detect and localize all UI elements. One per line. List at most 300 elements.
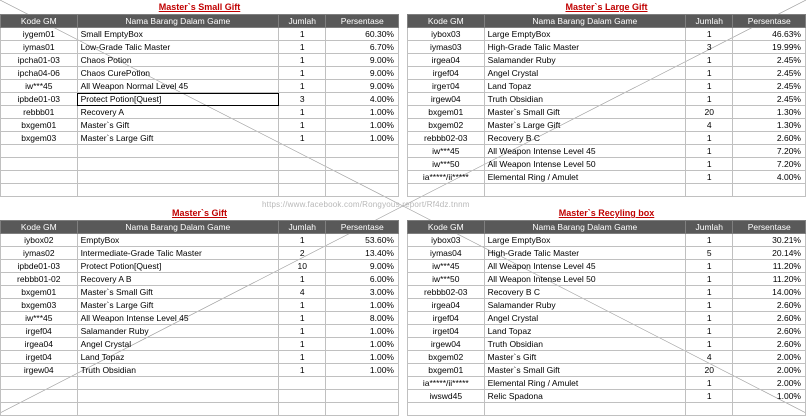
percentage-cell[interactable]: 2.45% xyxy=(733,54,806,67)
percentage-cell[interactable]: 7.20% xyxy=(733,145,806,158)
empty-cell[interactable] xyxy=(77,171,279,184)
quantity-cell[interactable]: 1 xyxy=(279,351,326,364)
header-nama-barang[interactable]: Nama Barang Dalam Game xyxy=(77,221,279,234)
table-row xyxy=(408,338,806,351)
quantity-cell[interactable]: 1 xyxy=(279,28,326,41)
empty-cell[interactable] xyxy=(326,145,399,158)
name-cell[interactable]: Intermediate-Grade Talic Master xyxy=(77,247,279,260)
table-row xyxy=(408,351,806,364)
code-cell[interactable]: bxgem02 xyxy=(408,119,485,132)
name-cell[interactable]: Land Topaz xyxy=(484,80,686,93)
percentage-cell[interactable]: 9.00% xyxy=(326,67,399,80)
quantity-cell[interactable]: 1 xyxy=(686,390,733,403)
table-row xyxy=(408,67,806,80)
header-jumlah[interactable]: Jumlah xyxy=(279,15,326,28)
code-cell[interactable]: iybox02 xyxy=(1,234,78,247)
percentage-cell[interactable]: 2.60% xyxy=(733,338,806,351)
percentage-cell[interactable]: 1.00% xyxy=(326,119,399,132)
percentage-cell[interactable]: 20.14% xyxy=(733,247,806,260)
panel-title: Master`s Recyling box xyxy=(558,208,655,218)
code-cell[interactable]: ipcha04-06 xyxy=(1,67,78,80)
table-row xyxy=(408,28,806,41)
header-persentase[interactable]: Persentase xyxy=(733,221,806,234)
name-cell[interactable]: All Weapon Normal Level 45 xyxy=(77,80,279,93)
code-cell[interactable]: ipcha01-03 xyxy=(1,54,78,67)
name-cell[interactable]: High-Grade Talic Master xyxy=(484,41,686,54)
name-cell[interactable]: All Weapon Intense Level 50 xyxy=(484,273,686,286)
code-cell[interactable]: iw***50 xyxy=(408,158,485,171)
quantity-cell[interactable]: 1 xyxy=(279,132,326,145)
code-cell[interactable]: irget04 xyxy=(408,325,485,338)
table-row xyxy=(408,145,806,158)
quantity-cell[interactable]: 1 xyxy=(279,106,326,119)
name-cell[interactable]: Salamander Ruby xyxy=(484,54,686,67)
percentage-cell[interactable]: 2.45% xyxy=(733,93,806,106)
quantity-cell[interactable]: 3 xyxy=(686,41,733,54)
header-nama-barang[interactable]: Nama Barang Dalam Game xyxy=(77,15,279,28)
empty-cell[interactable] xyxy=(1,390,78,403)
empty-cell[interactable] xyxy=(326,158,399,171)
header-kode-gm[interactable]: Kode GM xyxy=(1,15,78,28)
name-cell[interactable]: Recovery A xyxy=(77,106,279,119)
table-row xyxy=(408,234,806,247)
name-cell[interactable]: Elemental Ring / Amulet xyxy=(484,377,686,390)
code-cell[interactable]: irgew04 xyxy=(1,364,78,377)
name-cell[interactable]: Protect Potion[Quest] xyxy=(77,260,279,273)
header-persentase[interactable]: Persentase xyxy=(326,221,399,234)
header-persentase[interactable]: Persentase xyxy=(326,15,399,28)
header-kode-gm[interactable]: Kode GM xyxy=(1,221,78,234)
panel-gift xyxy=(0,206,399,416)
percentage-cell[interactable]: 2.60% xyxy=(733,299,806,312)
percentage-cell[interactable]: 13.40% xyxy=(326,247,399,260)
name-cell[interactable]: Truth Obsidian xyxy=(484,338,686,351)
code-cell[interactable]: iymas03 xyxy=(408,41,485,54)
percentage-cell[interactable]: 1.00% xyxy=(326,299,399,312)
empty-cell[interactable] xyxy=(733,403,806,416)
percentage-cell[interactable]: 11.20% xyxy=(733,273,806,286)
table-row xyxy=(408,171,806,184)
empty-cell[interactable] xyxy=(279,390,326,403)
quantity-cell[interactable]: 1 xyxy=(279,119,326,132)
code-cell[interactable]: irget04 xyxy=(1,351,78,364)
empty-cell[interactable] xyxy=(1,377,78,390)
percentage-cell[interactable]: 19.99% xyxy=(733,41,806,54)
header-jumlah[interactable]: Jumlah xyxy=(279,221,326,234)
header-kode-gm[interactable]: Kode GM xyxy=(408,221,485,234)
table-row xyxy=(408,364,806,377)
empty-grid-row xyxy=(1,390,399,403)
percentage-cell[interactable]: 2.60% xyxy=(733,312,806,325)
name-cell[interactable]: Master`s Small Gift xyxy=(484,106,686,119)
quantity-cell[interactable]: 1 xyxy=(686,67,733,80)
code-cell[interactable]: irgeт04 xyxy=(408,80,485,93)
quantity-cell[interactable]: 20 xyxy=(686,364,733,377)
quantity-cell[interactable]: 1 xyxy=(686,299,733,312)
name-cell[interactable]: Elemental Ring / Amulet xyxy=(484,171,686,184)
name-cell[interactable]: Salamander Ruby xyxy=(77,325,279,338)
table-header-row xyxy=(1,15,399,28)
table-row xyxy=(1,41,399,54)
name-cell[interactable]: Master`s Small Gift xyxy=(77,286,279,299)
name-cell[interactable]: Recovery B C xyxy=(484,286,686,299)
empty-cell[interactable] xyxy=(326,390,399,403)
empty-cell[interactable] xyxy=(279,184,326,197)
empty-cell[interactable] xyxy=(279,171,326,184)
table-row xyxy=(1,132,399,145)
quantity-cell[interactable]: 1 xyxy=(686,325,733,338)
code-cell[interactable]: irgea04 xyxy=(1,338,78,351)
table-row xyxy=(1,338,399,351)
percentage-cell[interactable]: 7.20% xyxy=(733,158,806,171)
table-row xyxy=(1,247,399,260)
code-cell[interactable]: iymas02 xyxy=(1,247,78,260)
name-cell[interactable]: Master`s Gift xyxy=(77,119,279,132)
percentage-cell[interactable]: 2.45% xyxy=(733,67,806,80)
table-row xyxy=(1,54,399,67)
empty-grid-row xyxy=(408,184,806,197)
code-cell[interactable]: irgef04 xyxy=(1,325,78,338)
code-cell[interactable]: bxgem01 xyxy=(408,364,485,377)
percentage-cell[interactable]: 9.00% xyxy=(326,54,399,67)
percentage-cell[interactable]: 1.00% xyxy=(733,390,806,403)
empty-grid-row xyxy=(408,403,806,416)
name-cell[interactable]: Chaos Potion xyxy=(77,54,279,67)
name-cell[interactable]: Land Topaz xyxy=(484,325,686,338)
quantity-cell[interactable]: 1 xyxy=(686,132,733,145)
empty-cell[interactable] xyxy=(1,158,78,171)
name-cell[interactable]: Angel Crystal xyxy=(484,312,686,325)
code-cell[interactable]: irgef04 xyxy=(408,67,485,80)
name-cell[interactable]: Low-Grade Talic Master xyxy=(77,41,279,54)
empty-cell[interactable] xyxy=(686,403,733,416)
drop-rate-table xyxy=(407,14,806,197)
empty-cell[interactable] xyxy=(77,377,279,390)
quantity-cell[interactable]: 4 xyxy=(686,351,733,364)
empty-cell[interactable] xyxy=(77,403,279,416)
percentage-cell[interactable]: 2.00% xyxy=(733,377,806,390)
drop-rate-table xyxy=(0,220,399,416)
header-persentase[interactable]: Persentase xyxy=(733,15,806,28)
table-row xyxy=(408,260,806,273)
percentage-cell[interactable]: 9.00% xyxy=(326,80,399,93)
table-header-row xyxy=(408,221,806,234)
panel-small-gift xyxy=(0,0,399,197)
name-cell[interactable]: Angel Crystal xyxy=(484,67,686,80)
table-row xyxy=(408,312,806,325)
watermark-url: https://www.facebook.com/Rongyous.report/Rf4dz.tnnm xyxy=(262,200,470,209)
table-row xyxy=(1,299,399,312)
table-row xyxy=(408,158,806,171)
panel-title: Master`s Gift xyxy=(171,208,227,218)
name-cell[interactable]: Chaos CurePotion xyxy=(77,67,279,80)
code-cell[interactable]: ipbde01-03 xyxy=(1,260,78,273)
code-cell[interactable]: iw***50 xyxy=(408,273,485,286)
empty-cell[interactable] xyxy=(279,403,326,416)
percentage-cell[interactable]: 1.00% xyxy=(326,132,399,145)
code-cell[interactable]: iybox03 xyxy=(408,28,485,41)
percentage-cell[interactable]: 2.60% xyxy=(733,132,806,145)
code-cell[interactable]: rebbb01-02 xyxy=(1,273,78,286)
quantity-cell[interactable]: 1 xyxy=(279,312,326,325)
table-row xyxy=(408,247,806,260)
table-row xyxy=(1,351,399,364)
percentage-cell[interactable]: 3.00% xyxy=(326,286,399,299)
quantity-cell[interactable]: 1 xyxy=(686,80,733,93)
quantity-cell[interactable]: 1 xyxy=(279,299,326,312)
percentage-cell[interactable]: 11.20% xyxy=(733,260,806,273)
header-nama-barang[interactable]: Nama Barang Dalam Game xyxy=(484,15,686,28)
table-row xyxy=(408,325,806,338)
name-cell[interactable]: Master`s Large Gift xyxy=(77,132,279,145)
quantity-cell[interactable]: 4 xyxy=(279,286,326,299)
code-cell[interactable]: rebbb02-03 xyxy=(408,286,485,299)
name-cell[interactable]: Protect Potion[Quest] xyxy=(77,93,279,106)
percentage-cell[interactable]: 46.63% xyxy=(733,28,806,41)
code-cell[interactable]: iwswd45 xyxy=(408,390,485,403)
code-cell[interactable]: irgef04 xyxy=(408,312,485,325)
percentage-cell[interactable]: 1.00% xyxy=(326,364,399,377)
panel-title: Master`s Small Gift xyxy=(158,2,241,12)
name-cell[interactable]: Salamander Ruby xyxy=(484,299,686,312)
table-row xyxy=(1,312,399,325)
table-row xyxy=(408,93,806,106)
code-cell[interactable]: bxgem01 xyxy=(1,119,78,132)
name-cell[interactable]: Master`s Large Gift xyxy=(484,119,686,132)
percentage-cell[interactable]: 8.00% xyxy=(326,312,399,325)
code-cell[interactable]: bxgem03 xyxy=(1,299,78,312)
table-row xyxy=(408,390,806,403)
code-cell[interactable]: ia*****/ii***** xyxy=(408,377,485,390)
name-cell[interactable]: High-Grade Talic Master xyxy=(484,247,686,260)
percentage-cell[interactable]: 1.00% xyxy=(326,106,399,119)
empty-cell[interactable] xyxy=(686,184,733,197)
quantity-cell[interactable]: 1 xyxy=(686,28,733,41)
empty-cell[interactable] xyxy=(484,403,686,416)
panel-title: Master`s Large Gift xyxy=(565,2,648,12)
panel-large-gift xyxy=(407,0,806,197)
name-cell[interactable]: All Weapon Intense Level 45 xyxy=(484,260,686,273)
table-row xyxy=(1,325,399,338)
empty-cell[interactable] xyxy=(1,171,78,184)
name-cell[interactable]: All Weapon Intense Level 45 xyxy=(484,145,686,158)
quantity-cell[interactable]: 1 xyxy=(279,41,326,54)
empty-cell[interactable] xyxy=(77,158,279,171)
percentage-cell[interactable]: 4.00% xyxy=(326,93,399,106)
quantity-cell[interactable]: 1 xyxy=(686,93,733,106)
empty-cell[interactable] xyxy=(484,184,686,197)
empty-cell[interactable] xyxy=(1,145,78,158)
quantity-cell[interactable]: 1 xyxy=(279,54,326,67)
name-cell[interactable]: Master`s Small Gift xyxy=(484,364,686,377)
table-row xyxy=(1,364,399,377)
name-cell[interactable]: Master`s Large Gift xyxy=(77,299,279,312)
code-cell[interactable]: rebbb01 xyxy=(1,106,78,119)
code-cell[interactable]: irgea04 xyxy=(408,299,485,312)
percentage-cell[interactable]: 1.00% xyxy=(326,338,399,351)
empty-grid-row xyxy=(1,171,399,184)
code-cell[interactable]: ia*****/ii***** xyxy=(408,171,485,184)
table-row xyxy=(1,273,399,286)
code-cell[interactable]: irgew04 xyxy=(408,93,485,106)
empty-cell[interactable] xyxy=(279,377,326,390)
code-cell[interactable]: iw***45 xyxy=(408,260,485,273)
table-row xyxy=(408,132,806,145)
percentage-cell[interactable]: 1.00% xyxy=(326,325,399,338)
quantity-cell[interactable]: 1 xyxy=(279,273,326,286)
table-header-row xyxy=(408,15,806,28)
percentage-cell[interactable]: 2.60% xyxy=(733,325,806,338)
code-cell[interactable]: bxgem02 xyxy=(408,351,485,364)
table-row xyxy=(408,286,806,299)
empty-cell[interactable] xyxy=(77,145,279,158)
quantity-cell[interactable]: 1 xyxy=(279,325,326,338)
name-cell[interactable]: Angel Crystal xyxy=(77,338,279,351)
empty-cell[interactable] xyxy=(326,403,399,416)
quantity-cell[interactable]: 1 xyxy=(279,234,326,247)
percentage-cell[interactable]: 2.45% xyxy=(733,80,806,93)
quantity-cell[interactable]: 1 xyxy=(279,80,326,93)
table-row xyxy=(1,106,399,119)
code-cell[interactable]: iw***45 xyxy=(408,145,485,158)
table-row xyxy=(408,106,806,119)
table-row xyxy=(1,28,399,41)
name-cell[interactable]: Recovery A B xyxy=(77,273,279,286)
code-cell[interactable]: iw***45 xyxy=(1,80,78,93)
code-cell[interactable]: iymas04 xyxy=(408,247,485,260)
quantity-cell[interactable]: 2 xyxy=(279,247,326,260)
table-header-row xyxy=(1,221,399,234)
empty-grid-row xyxy=(1,403,399,416)
percentage-cell[interactable]: 1.30% xyxy=(733,106,806,119)
empty-cell[interactable] xyxy=(279,145,326,158)
name-cell[interactable]: All Weapon Intense Level 50 xyxy=(484,158,686,171)
code-cell[interactable]: rebbb02-03 xyxy=(408,132,485,145)
name-cell[interactable]: Relic Spadona xyxy=(484,390,686,403)
name-cell[interactable]: Land Topaz xyxy=(77,351,279,364)
table-row xyxy=(408,299,806,312)
empty-cell[interactable] xyxy=(77,390,279,403)
percentage-cell[interactable]: 14.00% xyxy=(733,286,806,299)
panel-recycling-box xyxy=(407,206,806,416)
table-row xyxy=(1,260,399,273)
quantity-cell[interactable]: 5 xyxy=(686,247,733,260)
empty-cell[interactable] xyxy=(733,184,806,197)
empty-cell[interactable] xyxy=(326,377,399,390)
header-jumlah[interactable]: Jumlah xyxy=(686,15,733,28)
quantity-cell[interactable]: 1 xyxy=(686,260,733,273)
name-cell[interactable]: Recovery B C xyxy=(484,132,686,145)
name-cell[interactable]: Master`s Gift xyxy=(484,351,686,364)
name-cell[interactable]: Truth Obsidian xyxy=(484,93,686,106)
quantity-cell[interactable]: 1 xyxy=(686,338,733,351)
quantity-cell[interactable]: 4 xyxy=(686,119,733,132)
table-row xyxy=(1,286,399,299)
empty-cell[interactable] xyxy=(326,171,399,184)
code-cell[interactable]: bxgem01 xyxy=(408,106,485,119)
name-cell[interactable]: Large EmptyBox xyxy=(484,234,686,247)
percentage-cell[interactable]: 1.30% xyxy=(733,119,806,132)
empty-cell[interactable] xyxy=(408,403,485,416)
percentage-cell[interactable]: 6.70% xyxy=(326,41,399,54)
quantity-cell[interactable]: 1 xyxy=(686,286,733,299)
quantity-cell[interactable]: 1 xyxy=(686,312,733,325)
code-cell[interactable]: iymas01 xyxy=(1,41,78,54)
code-cell[interactable]: bxgem01 xyxy=(1,286,78,299)
code-cell[interactable]: iygem01 xyxy=(1,28,78,41)
drop-rate-table xyxy=(407,220,806,416)
quantity-cell[interactable]: 1 xyxy=(279,364,326,377)
table-row xyxy=(1,93,399,106)
code-cell[interactable]: iw***45 xyxy=(1,312,78,325)
quantity-cell[interactable]: 1 xyxy=(686,234,733,247)
table-row xyxy=(408,119,806,132)
table-row xyxy=(1,234,399,247)
quantity-cell[interactable]: 1 xyxy=(686,158,733,171)
quantity-cell[interactable]: 1 xyxy=(686,377,733,390)
name-cell[interactable]: EmptyBox xyxy=(77,234,279,247)
quantity-cell[interactable]: 1 xyxy=(686,273,733,286)
name-cell[interactable]: Small EmptyBox xyxy=(77,28,279,41)
empty-cell[interactable] xyxy=(279,158,326,171)
drop-rate-table xyxy=(0,14,399,197)
percentage-cell[interactable]: 4.00% xyxy=(733,171,806,184)
quantity-cell[interactable]: 20 xyxy=(686,106,733,119)
table-row xyxy=(408,41,806,54)
name-cell[interactable]: Truth Obsidian xyxy=(77,364,279,377)
table-row xyxy=(1,119,399,132)
quantity-cell[interactable]: 1 xyxy=(686,145,733,158)
quantity-cell[interactable]: 1 xyxy=(686,171,733,184)
table-row xyxy=(1,67,399,80)
table-row xyxy=(408,377,806,390)
empty-cell[interactable] xyxy=(408,184,485,197)
percentage-cell[interactable]: 30.21% xyxy=(733,234,806,247)
code-cell[interactable]: ipbde01-03 xyxy=(1,93,78,106)
table-row xyxy=(408,80,806,93)
header-kode-gm[interactable]: Kode GM xyxy=(408,15,485,28)
table-row xyxy=(408,273,806,286)
percentage-cell[interactable]: 53.60% xyxy=(326,234,399,247)
percentage-cell[interactable]: 6.00% xyxy=(326,273,399,286)
header-nama-barang[interactable]: Nama Barang Dalam Game xyxy=(484,221,686,234)
name-cell[interactable]: All Weapon Intense Level 45 xyxy=(77,312,279,325)
empty-cell[interactable] xyxy=(1,403,78,416)
empty-grid-row xyxy=(1,158,399,171)
percentage-cell[interactable]: 60.30% xyxy=(326,28,399,41)
quantity-cell[interactable]: 1 xyxy=(279,67,326,80)
name-cell[interactable]: Large EmptyBox xyxy=(484,28,686,41)
quantity-cell[interactable]: 1 xyxy=(686,54,733,67)
quantity-cell[interactable]: 10 xyxy=(279,260,326,273)
percentage-cell[interactable]: 1.00% xyxy=(326,351,399,364)
code-cell[interactable]: irgew04 xyxy=(408,338,485,351)
empty-cell[interactable] xyxy=(77,184,279,197)
code-cell[interactable]: iybox03 xyxy=(408,234,485,247)
quantity-cell[interactable]: 3 xyxy=(279,93,326,106)
code-cell[interactable]: irgea04 xyxy=(408,54,485,67)
percentage-cell[interactable]: 2.00% xyxy=(733,351,806,364)
percentage-cell[interactable]: 9.00% xyxy=(326,260,399,273)
empty-grid-row xyxy=(1,184,399,197)
code-cell[interactable]: bxgem03 xyxy=(1,132,78,145)
percentage-cell[interactable]: 2.00% xyxy=(733,364,806,377)
empty-cell[interactable] xyxy=(1,184,78,197)
header-jumlah[interactable]: Jumlah xyxy=(686,221,733,234)
empty-cell[interactable] xyxy=(326,184,399,197)
empty-grid-row xyxy=(1,145,399,158)
quantity-cell[interactable]: 1 xyxy=(279,338,326,351)
